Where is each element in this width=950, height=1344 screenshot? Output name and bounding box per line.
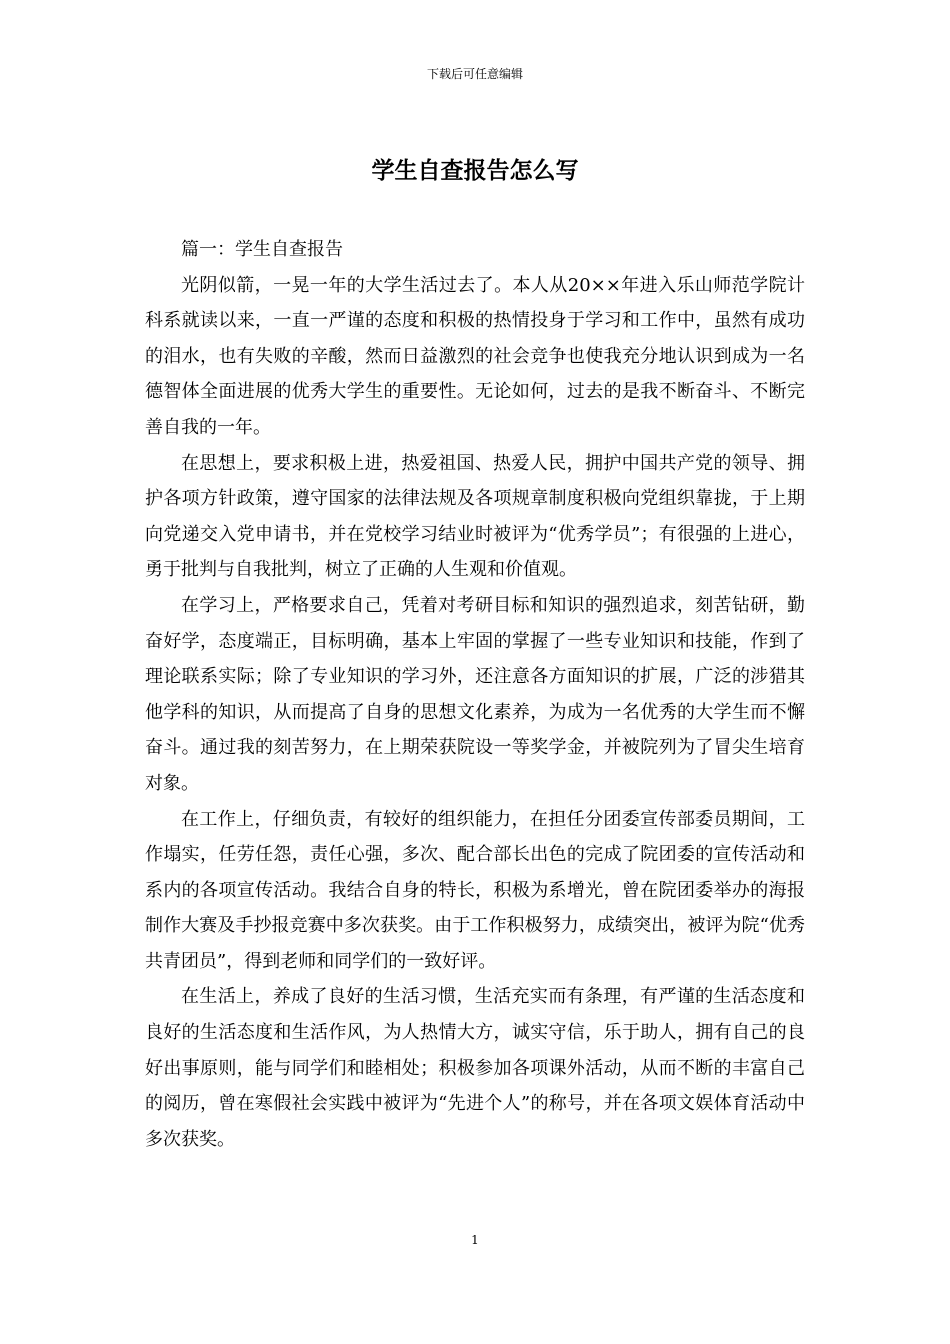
document-body	[145, 232, 805, 1157]
page-header: 下载后可任意编辑	[426, 67, 523, 81]
page-number: 1	[471, 1233, 479, 1247]
paragraph-work: 在工作上，仔细负责，有较好的组织能力，在担任分团委宣传部委员期间，工作塌实，任劳任怨，责任心强，多次、配合部长出色的完成了院团委的宣传活动和系内的各项宣传活动。我结合自身的特长，积极为系增光，曾在院团委举办的海报制作大赛及手抄报竞赛中多次获奖。由于工作积极努力，成绩突出，被评为院“优秀共青团员”，得到老师和同学们的一致好评。	[145, 808, 805, 972]
paragraph-life: 在生活上，养成了良好的生活习惯，生活充实而有条理，有严谨的生活态度和良好的生活态度和生活作风，为人热情大方，诚实守信，乐于助人，拥有自己的良好出事原则，能与同学们和睦相处；积极参加各项课外活动，从而不断的丰富自己的阅历，曾在寒假社会实践中被评为“先进个人”的称号，并在各项文娱体育活动中多次获奖。	[145, 986, 805, 1150]
document-title: 学生自查报告怎么写	[371, 157, 579, 184]
section-heading: 篇一：学生自查报告	[181, 239, 343, 260]
paragraph-intro: 光阴似箭，一晃一年的大学生活过去了。本人从20××年进入乐山师范学院计科系就读以来，一直一严谨的态度和积极的热情投身于学习和工作中，虽然有成功的泪水，也有失败的辛酸，然而日益激烈的社会竞争也使我充分地认识到成为一名德智体全面进展的优秀大学生的重要性。无论如何，过去的是我不断奋斗、不断完善自我的一年。	[145, 274, 805, 438]
paragraph-study: 在学习上，严格要求自己，凭着对考研目标和知识的强烈追求，刻苦钻研，勤奋好学，态度端正，目标明确，基本上牢固的掌握了一些专业知识和技能，作到了理论联系实际；除了专业知识的学习外，还注意各方面知识的扩展，广泛的涉猎其他学科的知识，从而提高了自身的思想文化素养，为成为一名优秀的大学生而不懈奋斗。通过我的刻苦努力，在上期荣获院设一等奖学金，并被院列为了冒尖生培育对象。	[145, 594, 805, 794]
paragraph-ideology: 在思想上，要求积极上进，热爱祖国、热爱人民，拥护中国共产党的领导、拥护各项方针政策，遵守国家的法律法规及各项规章制度积极向党组织靠拢，于上期向党递交入党申请书，并在党校学习结业时被评为“优秀学员”；有很强的上进心，勇于批判与自我批判，树立了正确的人生观和价值观。	[145, 452, 805, 581]
